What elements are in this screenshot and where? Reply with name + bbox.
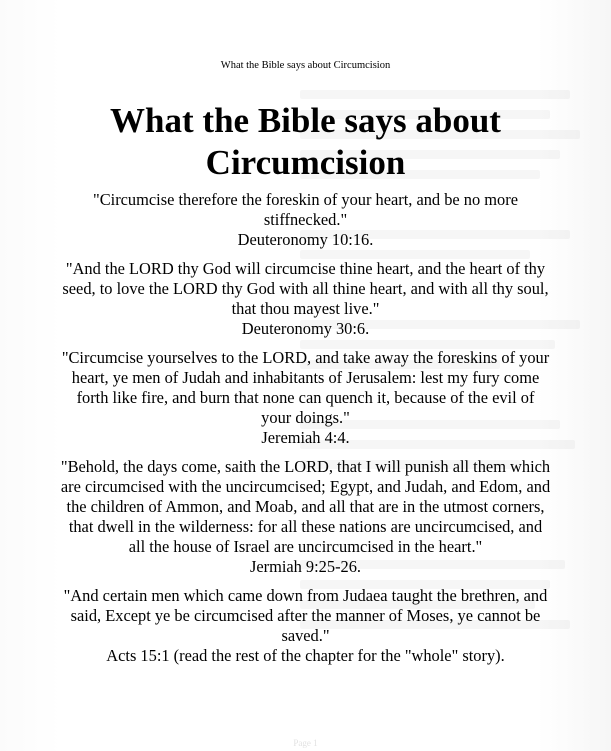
verse-item	[60, 348, 551, 448]
verse-reference: Jermiah 9:25-26.	[249, 557, 362, 576]
verse-text: "Behold, the days come, saith the LORD, that I will punish all them which are circumcised with the uncircumcised; Egypt, and Judah, and Edom, and the children of Ammon, and Moab, and all that are in the utmost corners, that dwell in the wilderness: for all these nations are uncircumcised, and all the house of Israel are uncircumcised in the heart."	[60, 457, 551, 556]
page-title: What the Bible says about Circumcision	[110, 101, 501, 182]
verse-text: "Circumcise therefore the foreskin of your heart, and be no more stiffnecked."	[93, 190, 518, 229]
verse-item	[60, 259, 551, 339]
verse-list	[60, 190, 551, 675]
verse-text: "And certain men which came down from Judaea taught the brethren, and said, Except ye be circumcised after the manner of Moses, ye cannot be saved."	[63, 586, 548, 645]
verse-text: "And the LORD thy God will circumcise thine heart, and the heart of thy seed, to love the LORD thy God with all thine heart, and with all thy soul, that thou mayest live."	[62, 259, 549, 318]
running-header: What the Bible says about Circumcision	[220, 60, 391, 71]
verse-reference: Jeremiah 4:4.	[261, 428, 350, 447]
verse-item	[60, 190, 551, 250]
verse-item	[60, 457, 551, 577]
page-number: Page 1	[293, 738, 318, 748]
verse-text: "Circumcise yourselves to the LORD, and take away the foreskins of your heart, ye men of Judah and inhabitants of Jerusalem: lest my fury come forth like fire, and burn that none can quench it, because of the evil of your doings."	[61, 348, 550, 427]
verse-reference: Deuteronomy 30:6.	[241, 319, 370, 338]
verse-reference: Acts 15:1 (read the rest of the chapter for the "whole" story).	[106, 646, 505, 665]
verse-reference: Deuteronomy 10:16.	[237, 230, 374, 249]
verse-item	[60, 586, 551, 666]
